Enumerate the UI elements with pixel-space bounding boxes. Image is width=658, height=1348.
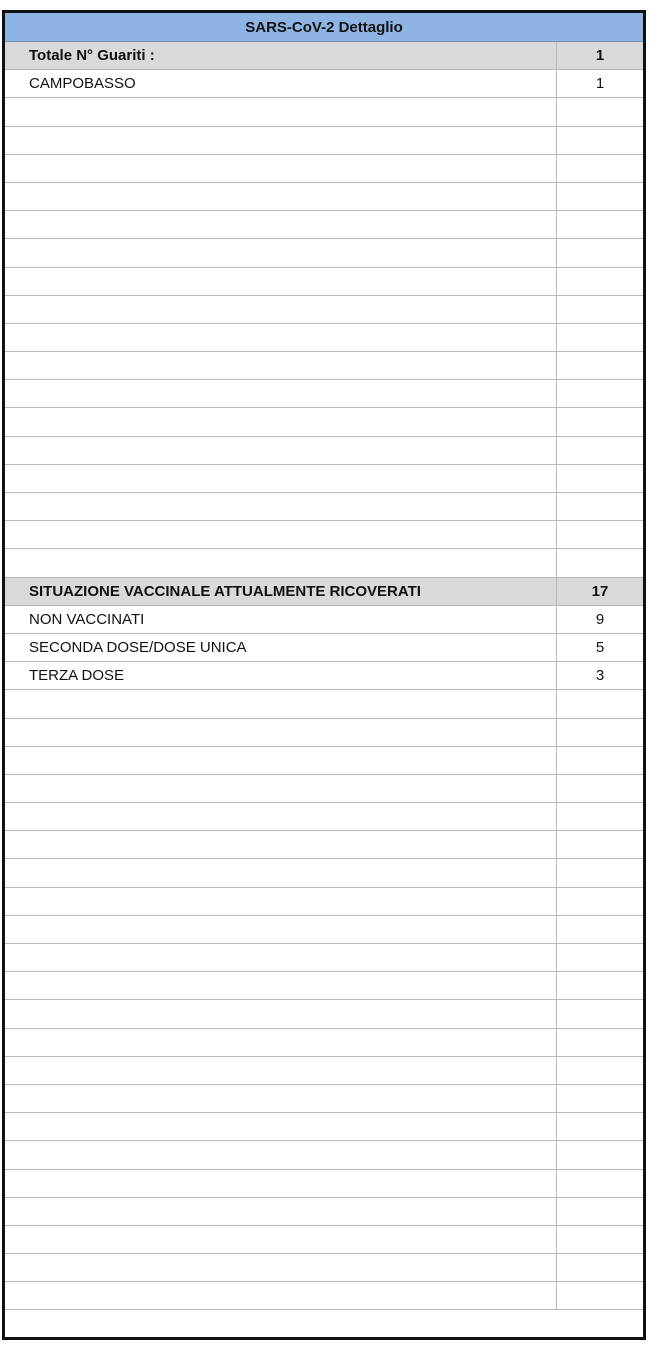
empty-cell bbox=[5, 1170, 557, 1197]
empty-cell bbox=[557, 1057, 643, 1084]
section-header-value: 17 bbox=[591, 582, 609, 600]
empty-row bbox=[5, 944, 643, 972]
empty-row bbox=[5, 183, 643, 211]
empty-cell bbox=[557, 183, 643, 210]
empty-cell bbox=[557, 916, 643, 943]
empty-cell bbox=[5, 437, 557, 464]
row-value: 5 bbox=[595, 639, 605, 657]
empty-row bbox=[5, 211, 643, 239]
empty-cell bbox=[5, 521, 557, 548]
empty-row bbox=[5, 1170, 643, 1198]
empty-row bbox=[5, 859, 643, 887]
empty-row bbox=[5, 1254, 643, 1282]
empty-cell bbox=[557, 1141, 643, 1168]
empty-cell bbox=[5, 944, 557, 971]
empty-row bbox=[5, 1085, 643, 1113]
empty-cell bbox=[5, 1141, 557, 1168]
empty-cell bbox=[557, 493, 643, 520]
empty-cell bbox=[557, 1085, 643, 1112]
empty-cell bbox=[557, 1226, 643, 1253]
empty-cell bbox=[557, 465, 643, 492]
empty-cell bbox=[5, 690, 557, 717]
empty-cell bbox=[5, 1085, 557, 1112]
empty-row bbox=[5, 437, 643, 465]
empty-cell bbox=[557, 521, 643, 548]
empty-cell bbox=[557, 296, 643, 323]
empty-cell bbox=[557, 380, 643, 407]
empty-cell bbox=[5, 831, 557, 858]
empty-rows-section-2 bbox=[5, 690, 643, 1310]
empty-rows-section-1 bbox=[5, 98, 643, 577]
empty-row bbox=[5, 1000, 643, 1028]
empty-cell bbox=[557, 944, 643, 971]
empty-row bbox=[5, 1113, 643, 1141]
empty-cell bbox=[5, 493, 557, 520]
empty-row bbox=[5, 916, 643, 944]
empty-cell bbox=[557, 1198, 643, 1225]
empty-cell bbox=[557, 1000, 643, 1027]
empty-cell bbox=[557, 1282, 643, 1309]
empty-cell bbox=[557, 324, 643, 351]
empty-cell bbox=[557, 1170, 643, 1197]
empty-cell bbox=[5, 1113, 557, 1140]
empty-cell bbox=[557, 155, 643, 182]
empty-cell bbox=[5, 98, 557, 125]
empty-row bbox=[5, 465, 643, 493]
empty-cell bbox=[5, 549, 557, 576]
empty-row bbox=[5, 268, 643, 296]
row-label: TERZA DOSE bbox=[5, 662, 557, 689]
detail-table bbox=[2, 10, 646, 1340]
empty-row bbox=[5, 521, 643, 549]
empty-cell bbox=[5, 1029, 557, 1056]
table-row bbox=[5, 662, 643, 690]
empty-cell bbox=[557, 1254, 643, 1281]
empty-row bbox=[5, 239, 643, 267]
row-label: SECONDA DOSE/DOSE UNICA bbox=[5, 634, 557, 661]
empty-row bbox=[5, 831, 643, 859]
empty-cell bbox=[557, 747, 643, 774]
empty-cell bbox=[5, 1000, 557, 1027]
empty-cell bbox=[5, 408, 557, 435]
empty-row bbox=[5, 775, 643, 803]
empty-cell bbox=[557, 775, 643, 802]
empty-row bbox=[5, 1282, 643, 1310]
empty-cell bbox=[5, 719, 557, 746]
empty-cell bbox=[5, 211, 557, 238]
empty-cell bbox=[557, 549, 643, 576]
empty-row bbox=[5, 155, 643, 183]
empty-row bbox=[5, 1029, 643, 1057]
empty-cell bbox=[557, 408, 643, 435]
empty-cell bbox=[557, 859, 643, 886]
row-label: CAMPOBASSO bbox=[5, 70, 557, 97]
empty-cell bbox=[557, 352, 643, 379]
empty-cell bbox=[557, 268, 643, 295]
empty-row bbox=[5, 972, 643, 1000]
empty-cell bbox=[5, 1226, 557, 1253]
empty-row bbox=[5, 888, 643, 916]
empty-cell bbox=[5, 775, 557, 802]
empty-cell bbox=[557, 690, 643, 717]
empty-row bbox=[5, 380, 643, 408]
empty-cell bbox=[5, 380, 557, 407]
empty-cell bbox=[5, 465, 557, 492]
table-row bbox=[5, 634, 643, 662]
empty-row bbox=[5, 1198, 643, 1226]
empty-cell bbox=[5, 1198, 557, 1225]
empty-cell bbox=[5, 352, 557, 379]
empty-row bbox=[5, 408, 643, 436]
empty-cell bbox=[557, 437, 643, 464]
table-row bbox=[5, 70, 643, 98]
empty-cell bbox=[5, 859, 557, 886]
empty-cell bbox=[5, 296, 557, 323]
empty-row bbox=[5, 324, 643, 352]
section-header-value: 1 bbox=[595, 47, 605, 65]
empty-cell bbox=[557, 127, 643, 154]
empty-row bbox=[5, 690, 643, 718]
row-value: 3 bbox=[595, 667, 605, 685]
empty-row bbox=[5, 1226, 643, 1254]
empty-cell bbox=[557, 1113, 643, 1140]
empty-cell bbox=[5, 127, 557, 154]
empty-cell bbox=[557, 1029, 643, 1056]
empty-cell bbox=[5, 747, 557, 774]
empty-cell bbox=[5, 183, 557, 210]
row-value: 1 bbox=[595, 75, 605, 93]
empty-cell bbox=[5, 239, 557, 266]
empty-cell bbox=[557, 239, 643, 266]
empty-row bbox=[5, 549, 643, 577]
row-value: 9 bbox=[595, 610, 605, 628]
empty-cell bbox=[5, 916, 557, 943]
empty-cell bbox=[5, 803, 557, 830]
empty-cell bbox=[5, 888, 557, 915]
empty-row bbox=[5, 127, 643, 155]
empty-cell bbox=[5, 324, 557, 351]
empty-cell bbox=[557, 98, 643, 125]
table-row bbox=[5, 606, 643, 634]
empty-cell bbox=[557, 888, 643, 915]
section-header-guariti bbox=[5, 42, 643, 70]
section-header-label: SITUAZIONE VACCINALE ATTUALMENTE RICOVERATI bbox=[5, 578, 557, 605]
empty-cell bbox=[5, 268, 557, 295]
empty-row bbox=[5, 296, 643, 324]
empty-row bbox=[5, 352, 643, 380]
empty-cell bbox=[5, 972, 557, 999]
empty-cell bbox=[557, 972, 643, 999]
empty-row bbox=[5, 747, 643, 775]
empty-row bbox=[5, 1141, 643, 1169]
row-label: NON VACCINATI bbox=[5, 606, 557, 633]
empty-cell bbox=[557, 803, 643, 830]
empty-cell bbox=[5, 1057, 557, 1084]
empty-cell bbox=[5, 155, 557, 182]
empty-cell bbox=[557, 719, 643, 746]
section-header-vaccinale bbox=[5, 578, 643, 606]
empty-row bbox=[5, 98, 643, 126]
empty-row bbox=[5, 803, 643, 831]
section-header-label: Totale N° Guariti : bbox=[5, 42, 557, 69]
empty-cell bbox=[557, 211, 643, 238]
empty-row bbox=[5, 1057, 643, 1085]
empty-cell bbox=[557, 831, 643, 858]
empty-cell bbox=[5, 1254, 557, 1281]
table-title: SARS-CoV-2 Dettaglio bbox=[5, 13, 643, 42]
empty-row bbox=[5, 493, 643, 521]
empty-cell bbox=[5, 1282, 557, 1309]
empty-row bbox=[5, 719, 643, 747]
